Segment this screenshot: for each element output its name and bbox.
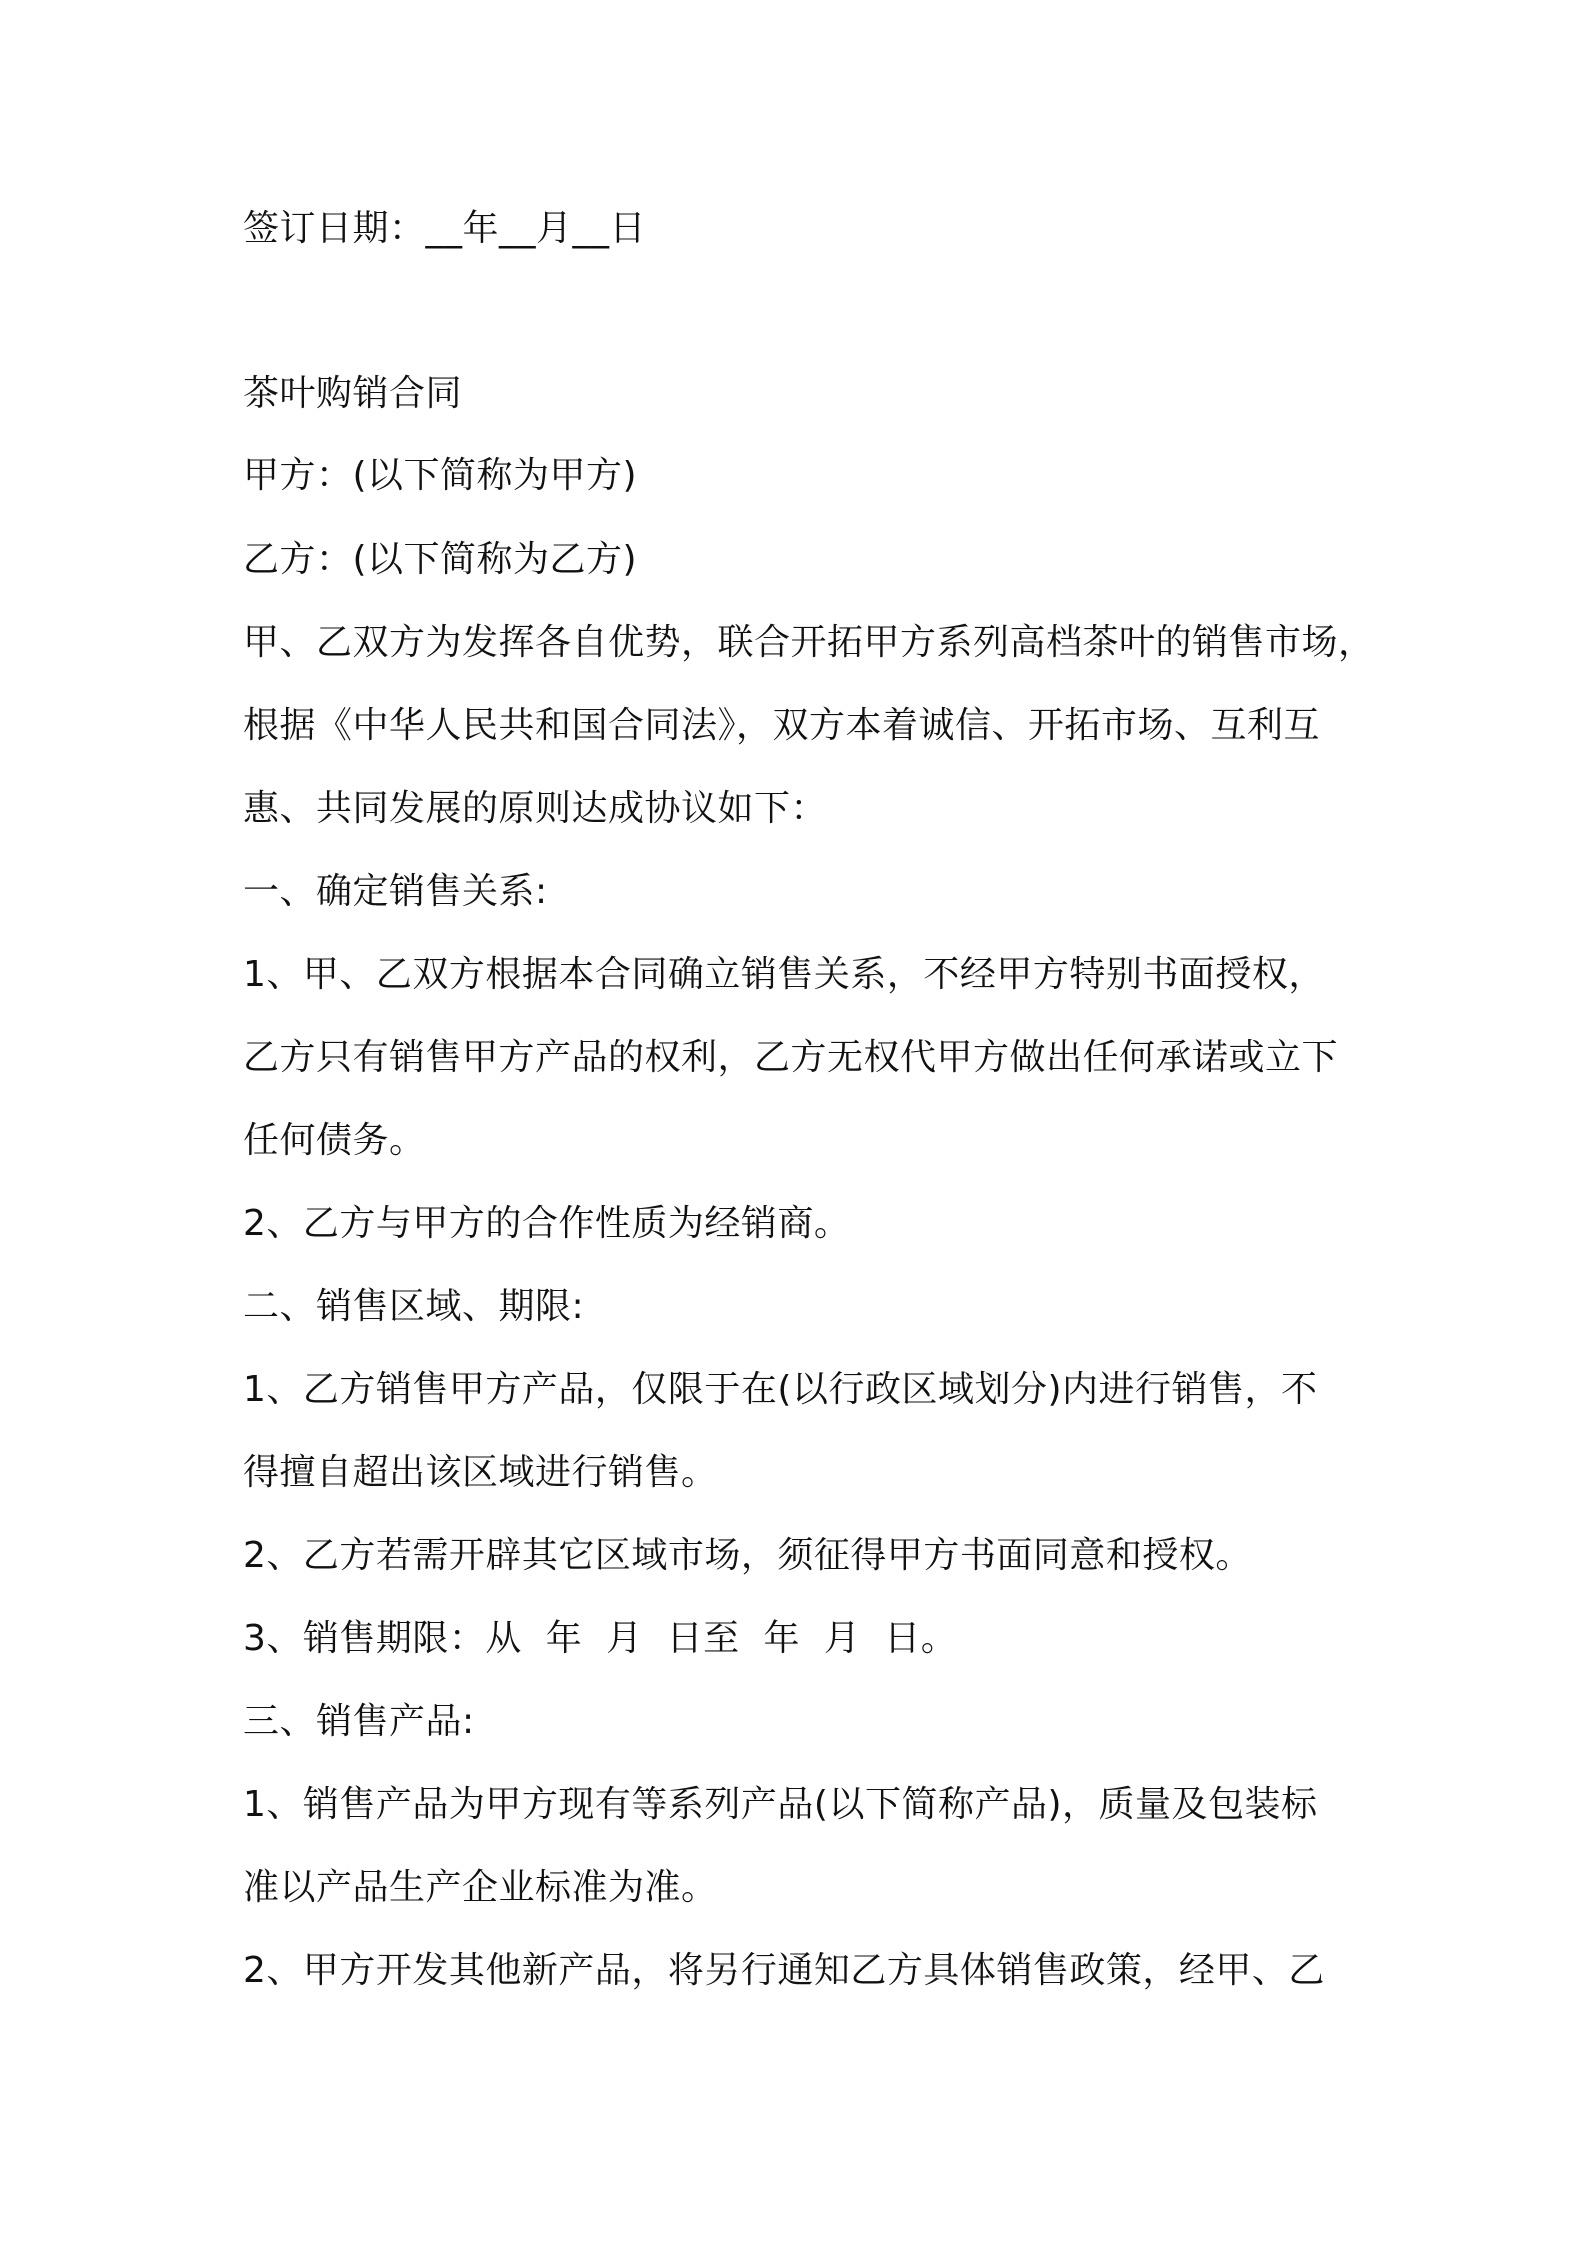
section-heading-2: 二、销售区域、期限: xyxy=(243,1286,585,1327)
preamble-line: 甲、乙双方为发挥各自优势，联合开拓甲方系列高档茶叶的销售市场， xyxy=(243,622,1375,663)
party-a-line: 甲方：(以下简称为甲方) xyxy=(243,455,638,496)
clause-line: 3、销售期限：从 年 月 日至 年 月 日。 xyxy=(243,1618,958,1659)
clause-line: 准以产品生产企业标准为准。 xyxy=(243,1867,718,1908)
document-title: 茶叶购销合同 xyxy=(243,373,463,414)
clause-line: 2、甲方开发其他新产品，将另行通知乙方具体销售政策，经甲、乙 xyxy=(243,1950,1325,1991)
clause-line: 1、甲、乙双方根据本合同确立销售关系，不经甲方特别书面授权， xyxy=(243,954,1325,995)
clause-line: 2、乙方与甲方的合作性质为经销商。 xyxy=(243,1203,851,1244)
section-heading-3: 三、销售产品: xyxy=(243,1701,475,1742)
clause-line: 2、乙方若需开辟其它区域市场，须征得甲方书面同意和授权。 xyxy=(243,1535,1252,1576)
clause-line: 任何债务。 xyxy=(243,1120,426,1161)
section-heading-1: 一、确定销售关系: xyxy=(243,871,548,912)
party-b-line: 乙方：(以下简称为乙方) xyxy=(243,539,638,580)
clause-line: 1、乙方销售甲方产品，仅限于在(以行政区域划分)内进行销售，不 xyxy=(243,1369,1318,1410)
signing-date: 签订日期：__年__月__日 xyxy=(243,208,647,249)
preamble-line: 惠、共同发展的原则达成协议如下： xyxy=(243,788,828,829)
preamble-line: 根据《中华人民共和国合同法》，双方本着诚信、开拓市场、互利互 xyxy=(243,705,1321,746)
clause-line: 乙方只有销售甲方产品的权利，乙方无权代甲方做出任何承诺或立下 xyxy=(243,1037,1339,1078)
clause-line: 得擅自超出该区域进行销售。 xyxy=(243,1452,718,1493)
clause-line: 1、销售产品为甲方现有等系列产品(以下简称产品)，质量及包装标 xyxy=(243,1784,1318,1825)
